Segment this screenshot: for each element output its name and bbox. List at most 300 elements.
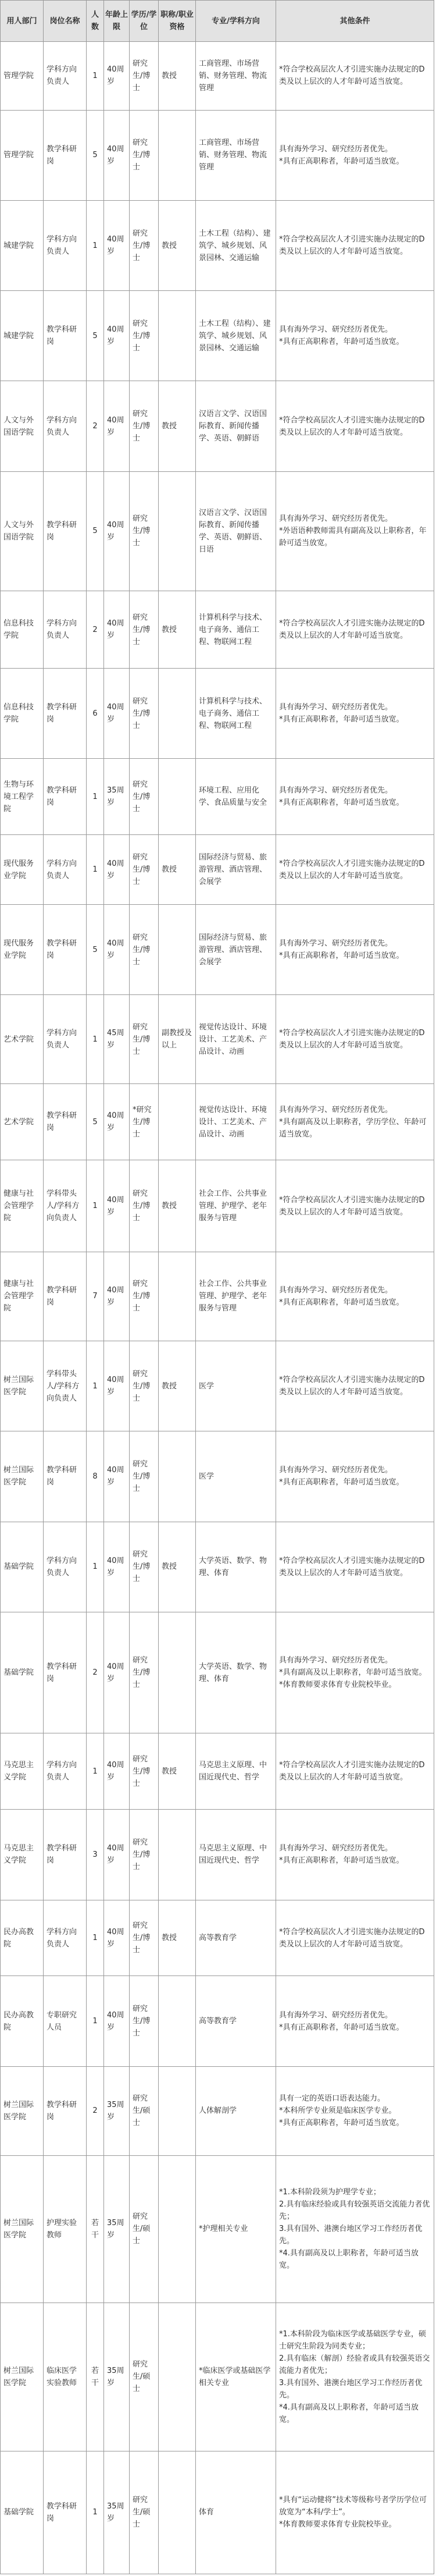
condition-line: *具有“运动健将”技术等级称号者学历学位可放宽为“本科/学士”。 xyxy=(279,2496,427,2517)
other-conditions-cell xyxy=(276,2155,434,2303)
post-cell: 教学科研岗 xyxy=(44,1612,87,1733)
other-conditions-cell xyxy=(276,1612,434,1733)
dept-cell: 马克思主义学院 xyxy=(1,1810,44,1900)
other-conditions-cell xyxy=(276,1522,434,1612)
other-conditions-cell xyxy=(276,1252,434,1341)
post-cell: 教学科研岗 xyxy=(44,471,87,591)
other-conditions-cell xyxy=(276,1900,434,1976)
post-cell: 专职研究人员 xyxy=(44,1976,87,2066)
dept-cell: 人文与外国语学院 xyxy=(1,471,44,591)
other-conditions-cell xyxy=(276,1976,434,2066)
age-cell: 40周岁 xyxy=(104,1160,130,1252)
dept-cell: 城建学院 xyxy=(1,291,44,381)
major-cell: 工商管理、市场营销、财务管理、物流管理 xyxy=(196,110,276,200)
table-row xyxy=(1,1900,434,1976)
num-cell: 1 xyxy=(87,42,104,111)
table-row xyxy=(1,381,434,471)
table-row xyxy=(1,1810,434,1900)
major-cell: 环境工程、应用化学、食品质量与安全 xyxy=(196,759,276,835)
dept-cell: 现代服务业学院 xyxy=(1,905,44,995)
dept-cell: 基础学院 xyxy=(1,1522,44,1612)
condition-line: *具有正高职称者，年龄可适当放宽。 xyxy=(279,2119,404,2128)
condition-line: *符合学校高层次人才引进实施办法规定的D类及以上层次的人才年龄可适当放宽。 xyxy=(279,1761,425,1782)
post-cell: 教学科研岗 xyxy=(44,905,87,995)
edu-cell: 研究生/博士 xyxy=(130,669,159,759)
edu-cell: 研究生/博士 xyxy=(130,1341,159,1431)
edu-cell: 研究生/硕士 xyxy=(130,2155,159,2303)
condition-line: *具有正高职称者，年龄可适当放宽。 xyxy=(279,951,404,961)
table-row xyxy=(1,1252,434,1341)
dept-cell: 现代服务业学院 xyxy=(1,835,44,905)
num-cell: 1 xyxy=(87,835,104,905)
condition-line: *具有正高职称者，年龄可适当放宽。 xyxy=(279,798,404,808)
condition-line: 3.具有国外、港澳台地区学习工作经历者优先。 xyxy=(279,2378,423,2400)
edu-cell: 研究生/博士 xyxy=(130,200,159,290)
edu-cell: 研究生/博士 xyxy=(130,995,159,1084)
other-conditions-cell xyxy=(276,995,434,1084)
table-row xyxy=(1,1341,434,1431)
title-cell xyxy=(159,2066,196,2155)
other-conditions-cell xyxy=(276,2451,434,2574)
major-cell: 人体解剖学 xyxy=(196,2066,276,2155)
condition-line: *符合学校高层次人才引进实施办法规定的D类及以上层次的人才年龄可适当放宽。 xyxy=(279,1029,425,1050)
condition-line: 具有海外学习、研究经历者优先。 xyxy=(279,1285,393,1295)
table-row xyxy=(1,905,434,995)
table-row xyxy=(1,995,434,1084)
condition-line: 具有海外学习、研究经历者优先。 xyxy=(279,786,393,795)
table-body xyxy=(1,42,434,2574)
age-cell: 35周岁 xyxy=(104,2066,130,2155)
edu-cell: 研究生/博士 xyxy=(130,1522,159,1612)
other-conditions-cell xyxy=(276,42,434,111)
post-cell: 学科方向负责人 xyxy=(44,1522,87,1612)
num-cell: 1 xyxy=(87,1900,104,1976)
condition-line: 具有海外学习、研究经历者优先。 xyxy=(279,1844,393,1853)
table-row xyxy=(1,2303,434,2451)
edu-cell: 研究生/博士 xyxy=(130,110,159,200)
header-edu: 学历/学位 xyxy=(130,1,159,42)
table-row xyxy=(1,591,434,668)
post-cell: 教学科研岗 xyxy=(44,291,87,381)
table-row xyxy=(1,1522,434,1612)
other-conditions-cell xyxy=(276,669,434,759)
age-cell: 35周岁 xyxy=(104,759,130,835)
major-cell: 汉语言文学、汉语国际教育、新闻传播学、英语、朝鲜语 xyxy=(196,381,276,471)
post-cell: 教学科研岗 xyxy=(44,1084,87,1160)
other-conditions-cell xyxy=(276,110,434,200)
other-conditions-cell xyxy=(276,381,434,471)
other-conditions-cell xyxy=(276,1160,434,1252)
dept-cell: 树兰国际医学院 xyxy=(1,1341,44,1431)
major-cell: 高等教育学 xyxy=(196,1900,276,1976)
title-cell: 教授 xyxy=(159,1900,196,1976)
condition-line: 具有海外学习、研究经历者优先。 xyxy=(279,2010,393,2020)
age-cell: 40周岁 xyxy=(104,1976,130,2066)
header-major: 专业/学科方向 xyxy=(196,1,276,42)
edu-cell: 研究生/博士 xyxy=(130,291,159,381)
header-dept: 用人部门 xyxy=(1,1,44,42)
num-cell: 1 xyxy=(87,1160,104,1252)
condition-line: 具有海外学习、研究经历者优先。 xyxy=(279,939,393,948)
num-cell: 8 xyxy=(87,1431,104,1522)
condition-line: *体育教师要求体育专业院校毕业。 xyxy=(279,2520,396,2529)
edu-cell: 研究生/硕士 xyxy=(130,2303,159,2451)
title-cell xyxy=(159,291,196,381)
num-cell: 2 xyxy=(87,1612,104,1733)
title-cell xyxy=(159,759,196,835)
title-cell xyxy=(159,1810,196,1900)
other-conditions-cell xyxy=(276,1733,434,1810)
other-conditions-cell xyxy=(276,2066,434,2155)
condition-line: 具有海外学习、研究经历者优先。 xyxy=(279,325,393,335)
dept-cell: 信息科技学院 xyxy=(1,591,44,668)
other-conditions-cell xyxy=(276,2303,434,2451)
title-cell: 教授 xyxy=(159,1160,196,1252)
title-cell xyxy=(159,669,196,759)
edu-cell: 研究生/博士 xyxy=(130,1976,159,2066)
edu-cell: 研究生/博士 xyxy=(130,1900,159,1976)
age-cell: 40周岁 xyxy=(104,1341,130,1431)
age-cell: 40周岁 xyxy=(104,1810,130,1900)
major-cell: 医学 xyxy=(196,1341,276,1431)
age-cell: 40周岁 xyxy=(104,1522,130,1612)
age-cell: 45周岁 xyxy=(104,995,130,1084)
major-cell: 工商管理、市场营销、财务管理、物流管理 xyxy=(196,42,276,111)
title-cell: 教授 xyxy=(159,42,196,111)
condition-line: *1.本科阶段须为护理学专业； xyxy=(279,2188,381,2197)
condition-line: *符合学校高层次人才引进实施办法规定的D类及以上层次的人才年龄可适当放宽。 xyxy=(279,859,425,880)
num-cell: 5 xyxy=(87,471,104,591)
post-cell: 临床医学实验教师 xyxy=(44,2303,87,2451)
edu-cell: 研究生/博士 xyxy=(130,1160,159,1252)
condition-line: *具有正高职称者，年龄可适当放宽。 xyxy=(279,715,404,724)
header-num: 人数 xyxy=(87,1,104,42)
age-cell: 40周岁 xyxy=(104,835,130,905)
condition-line: *符合学校高层次人才引进实施办法规定的D类及以上层次的人才年龄可适当放宽。 xyxy=(279,1927,425,1949)
header-post: 岗位名称 xyxy=(44,1,87,42)
edu-cell: 研究生/博士 xyxy=(130,1810,159,1900)
other-conditions-cell xyxy=(276,471,434,591)
post-cell: 教学科研岗 xyxy=(44,1431,87,1522)
edu-cell: 研究生/博士 xyxy=(130,1733,159,1810)
condition-line: *符合学校高层次人才引进实施办法规定的D类及以上层次的人才年龄可适当放宽。 xyxy=(279,235,425,257)
title-cell xyxy=(159,471,196,591)
age-cell: 35周岁 xyxy=(104,2451,130,2574)
table-row xyxy=(1,1976,434,2066)
condition-line: 具有海外学习、研究经历者优先。 xyxy=(279,514,393,524)
dept-cell: 艺术学院 xyxy=(1,995,44,1084)
post-cell: 学科方向负责人 xyxy=(44,995,87,1084)
condition-line: *具有正高职称者，年龄可适当放宽。 xyxy=(279,1478,404,1487)
condition-line: *具有副高及以上职称者，学历学位、年龄可适当放宽。 xyxy=(279,1117,427,1139)
edu-cell: 研究生/博士 xyxy=(130,381,159,471)
title-cell: 教授 xyxy=(159,1522,196,1612)
condition-line: *符合学校高层次人才引进实施办法规定的D类及以上层次的人才年龄可适当放宽。 xyxy=(279,619,425,641)
condition-line: 3.具有国外、港澳台地区学习工作经历者优先。 xyxy=(279,2225,423,2246)
major-cell: *临床医学或基础医学相关专业 xyxy=(196,2303,276,2451)
num-cell: 1 xyxy=(87,1733,104,1810)
table-row xyxy=(1,42,434,111)
major-cell: 视觉传达设计、环境设计、工艺美术、产品设计、动画 xyxy=(196,1084,276,1160)
num-cell: 2 xyxy=(87,591,104,668)
condition-line: 具有海外学习、研究经历者优先。 xyxy=(279,144,393,154)
edu-cell: 研究生/硕士 xyxy=(130,2451,159,2574)
post-cell: 学科带头人/学科方向负责人 xyxy=(44,1160,87,1252)
dept-cell: 生物与环境工程学院 xyxy=(1,759,44,835)
title-cell: 教授 xyxy=(159,381,196,471)
major-cell: 汉语言文学、汉语国际教育、新闻传播学、英语、朝鲜语、日语 xyxy=(196,471,276,591)
condition-line: *具有正高职称者，年龄可适当放宽。 xyxy=(279,157,404,166)
dept-cell: 树兰国际医学院 xyxy=(1,1431,44,1522)
edu-cell: 研究生/硕士 xyxy=(130,2066,159,2155)
post-cell: 学科方向负责人 xyxy=(44,1733,87,1810)
header-title: 职称/职业资格 xyxy=(159,1,196,42)
num-cell: 3 xyxy=(87,1810,104,1900)
major-cell: 大学英语、数学、物理、体育 xyxy=(196,1612,276,1733)
major-cell: 高等教育学 xyxy=(196,1976,276,2066)
table-row xyxy=(1,835,434,905)
title-cell xyxy=(159,1084,196,1160)
post-cell: 护理实验教师 xyxy=(44,2155,87,2303)
major-cell: 社会工作、公共事业管理、护理学、老年服务与管理 xyxy=(196,1252,276,1341)
dept-cell: 基础学院 xyxy=(1,1612,44,1733)
post-cell: 学科方向负责人 xyxy=(44,381,87,471)
post-cell: 教学科研岗 xyxy=(44,759,87,835)
table-row xyxy=(1,1733,434,1810)
dept-cell: 城建学院 xyxy=(1,200,44,290)
major-cell: 视觉传达设计、环境设计、工艺美术、产品设计、动画 xyxy=(196,995,276,1084)
title-cell: 教授 xyxy=(159,200,196,290)
major-cell: 国际经济与贸易、旅游管理、酒店管理、会展学 xyxy=(196,905,276,995)
title-cell: 副教授及以上 xyxy=(159,995,196,1084)
age-cell: 40周岁 xyxy=(104,1733,130,1810)
num-cell: 若干 xyxy=(87,2155,104,2303)
dept-cell: 健康与社会管理学院 xyxy=(1,1160,44,1252)
dept-cell: 民办高教院 xyxy=(1,1900,44,1976)
dept-cell: 管理学院 xyxy=(1,42,44,111)
age-cell: 40周岁 xyxy=(104,42,130,111)
condition-line: *具有正高职称者，年龄可适当放宽。 xyxy=(279,337,404,347)
age-cell: 35周岁 xyxy=(104,2155,130,2303)
condition-line: *具有副高及以上职称者，年龄可适当放宽。 xyxy=(279,1668,427,1678)
condition-line: *具有正高职称者，年龄可适当放宽。 xyxy=(279,1298,404,1307)
num-cell: 1 xyxy=(87,1976,104,2066)
post-cell: 教学科研岗 xyxy=(44,1810,87,1900)
num-cell: 1 xyxy=(87,1341,104,1431)
condition-line: 具有海外学习、研究经历者优先。 xyxy=(279,1656,393,1665)
header-age: 年龄上限 xyxy=(104,1,130,42)
major-cell: 马克思主义原理、中国近现代史、哲学 xyxy=(196,1810,276,1900)
title-cell xyxy=(159,2303,196,2451)
num-cell: 若干 xyxy=(87,2303,104,2451)
age-cell: 35周岁 xyxy=(104,2303,130,2451)
other-conditions-cell xyxy=(276,1084,434,1160)
condition-line: *符合学校高层次人才引进实施办法规定的D类及以上层次的人才年龄可适当放宽。 xyxy=(279,1376,425,1397)
other-conditions-cell xyxy=(276,1341,434,1431)
age-cell: 40周岁 xyxy=(104,1084,130,1160)
header-other: 其他条件 xyxy=(276,1,434,42)
table-row xyxy=(1,200,434,290)
title-cell xyxy=(159,905,196,995)
age-cell: 40周岁 xyxy=(104,1900,130,1976)
edu-cell: 研究生/博士 xyxy=(130,591,159,668)
title-cell: 教授 xyxy=(159,591,196,668)
table-row xyxy=(1,2451,434,2574)
num-cell: 2 xyxy=(87,2066,104,2155)
num-cell: 7 xyxy=(87,1252,104,1341)
table-header-row xyxy=(1,1,434,42)
post-cell: 学科方向负责人 xyxy=(44,591,87,668)
major-cell: *护理相关专业 xyxy=(196,2155,276,2303)
age-cell: 40周岁 xyxy=(104,291,130,381)
dept-cell: 健康与社会管理学院 xyxy=(1,1252,44,1341)
condition-line: 具有一定的英语口语表达能力。 xyxy=(279,2094,385,2104)
other-conditions-cell xyxy=(276,1431,434,1522)
other-conditions-cell xyxy=(276,759,434,835)
major-cell: 计算机科学与技术、电子商务、通信工程、物联网工程 xyxy=(196,669,276,759)
other-conditions-cell xyxy=(276,1810,434,1900)
dept-cell: 民办高教院 xyxy=(1,1976,44,2066)
num-cell: 1 xyxy=(87,2451,104,2574)
table-row xyxy=(1,110,434,200)
major-cell: 土木工程（结构）、建筑学、城乡规划、风景园林、交通运输 xyxy=(196,200,276,290)
table-row xyxy=(1,759,434,835)
table-row xyxy=(1,1431,434,1522)
condition-line: *符合学校高层次人才引进实施办法规定的D类及以上层次的人才年龄可适当放宽。 xyxy=(279,415,425,437)
condition-line: 具有海外学习、研究经历者优先。 xyxy=(279,1105,393,1114)
major-cell: 社会工作、公共事业管理、护理学、老年服务与管理 xyxy=(196,1160,276,1252)
num-cell: 5 xyxy=(87,1084,104,1160)
post-cell: 学科方向负责人 xyxy=(44,835,87,905)
post-cell: 教学科研岗 xyxy=(44,1252,87,1341)
condition-line: *4.具有副高及以上职称者，年龄可适当放宽。 xyxy=(279,2403,419,2424)
table-row xyxy=(1,471,434,591)
major-cell: 土木工程（结构）、建筑学、城乡规划、风景园林、交通运输 xyxy=(196,291,276,381)
other-conditions-cell xyxy=(276,905,434,995)
age-cell: 40周岁 xyxy=(104,471,130,591)
table-row xyxy=(1,669,434,759)
dept-cell: 树兰国际医学院 xyxy=(1,2303,44,2451)
other-conditions-cell xyxy=(276,835,434,905)
num-cell: 1 xyxy=(87,200,104,290)
title-cell: 教授 xyxy=(159,1341,196,1431)
edu-cell: 研究生/博士 xyxy=(130,905,159,995)
title-cell: 教授 xyxy=(159,835,196,905)
condition-line: *外语语种教师需具有副高及以上职称者，年龄可适当放宽。 xyxy=(279,527,427,548)
dept-cell: 马克思主义学院 xyxy=(1,1733,44,1810)
title-cell xyxy=(159,1431,196,1522)
title-cell xyxy=(159,2155,196,2303)
table-row xyxy=(1,1084,434,1160)
post-cell: 学科方向负责人 xyxy=(44,42,87,111)
post-cell: 学科带头人/学科方向负责人 xyxy=(44,1341,87,1431)
major-cell: 国际经济与贸易、旅游管理、酒店管理、会展学 xyxy=(196,835,276,905)
edu-cell: 研究生/博士 xyxy=(130,835,159,905)
condition-line: *具有正高职称者，年龄可适当放宽。 xyxy=(279,2023,404,2032)
num-cell: 5 xyxy=(87,110,104,200)
num-cell: 5 xyxy=(87,291,104,381)
major-cell: 体育 xyxy=(196,2451,276,2574)
age-cell: 40周岁 xyxy=(104,905,130,995)
age-cell: 40周岁 xyxy=(104,1612,130,1733)
condition-line: *本科所学专业须是临床医学专业。 xyxy=(279,2106,396,2116)
title-cell xyxy=(159,1976,196,2066)
title-cell xyxy=(159,1252,196,1341)
condition-line: *具有正高职称者，年龄可适当放宽。 xyxy=(279,1856,404,1866)
dept-cell: 树兰国际医学院 xyxy=(1,2155,44,2303)
major-cell: 大学英语、数学、物理、体育 xyxy=(196,1522,276,1612)
num-cell: 1 xyxy=(87,1522,104,1612)
dept-cell: 艺术学院 xyxy=(1,1084,44,1160)
age-cell: 40周岁 xyxy=(104,1431,130,1522)
dept-cell: 管理学院 xyxy=(1,110,44,200)
edu-cell: 研究生/博士 xyxy=(130,1252,159,1341)
num-cell: 1 xyxy=(87,995,104,1084)
condition-line: *符合学校高层次人才引进实施办法规定的D类及以上层次的人才年龄可适当放宽。 xyxy=(279,65,425,87)
edu-cell: 研究生/博士 xyxy=(130,1431,159,1522)
table-row xyxy=(1,1612,434,1733)
condition-line: 具有海外学习、研究经历者优先。 xyxy=(279,1466,393,1475)
post-cell: 教学科研岗 xyxy=(44,669,87,759)
post-cell: 教学科研岗 xyxy=(44,2451,87,2574)
age-cell: 40周岁 xyxy=(104,591,130,668)
table-row xyxy=(1,2066,434,2155)
dept-cell: 树兰国际医学院 xyxy=(1,2066,44,2155)
edu-cell: 研究生/博士 xyxy=(130,759,159,835)
condition-line: *1.本科阶段为临床医学或基础医学专业，硕士研究生阶段为同类专业； xyxy=(279,2329,426,2351)
post-cell: 教学科研岗 xyxy=(44,110,87,200)
num-cell: 6 xyxy=(87,669,104,759)
major-cell: 计算机科学与技术、电子商务、通信工程、物联网工程 xyxy=(196,591,276,668)
dept-cell: 信息科技学院 xyxy=(1,669,44,759)
age-cell: 40周岁 xyxy=(104,110,130,200)
other-conditions-cell xyxy=(276,291,434,381)
table-row xyxy=(1,2155,434,2303)
major-cell: 医学 xyxy=(196,1431,276,1522)
age-cell: 40周岁 xyxy=(104,669,130,759)
dept-cell: 人文与外国语学院 xyxy=(1,381,44,471)
num-cell: 1 xyxy=(87,759,104,835)
num-cell: 2 xyxy=(87,381,104,471)
edu-cell: 研究生/博士 xyxy=(130,471,159,591)
major-cell: 马克思主义原理、中国近现代史、哲学 xyxy=(196,1733,276,1810)
other-conditions-cell xyxy=(276,200,434,290)
age-cell: 40周岁 xyxy=(104,1252,130,1341)
title-cell xyxy=(159,2451,196,2574)
edu-cell: 研究生/博士 xyxy=(130,1612,159,1733)
condition-line: *符合学校高层次人才引进实施办法规定的D类及以上层次的人才年龄可适当放宽。 xyxy=(279,1556,425,1577)
title-cell xyxy=(159,1612,196,1733)
table-row xyxy=(1,291,434,381)
title-cell xyxy=(159,110,196,200)
condition-line: 2.具有临床（解剖）经验者或具有较强英语交流能力者优先； xyxy=(279,2354,430,2375)
dept-cell: 基础学院 xyxy=(1,2451,44,2574)
condition-line: 2.具有临床经验或具有较强英语交流能力者优先； xyxy=(279,2200,430,2222)
condition-line: *4.具有副高及以上职称者，年龄可适当放宽。 xyxy=(279,2249,419,2271)
table-row xyxy=(1,1160,434,1252)
condition-line: 具有海外学习、研究经历者优先。 xyxy=(279,703,393,712)
post-cell: 学科方向负责人 xyxy=(44,200,87,290)
condition-line: *符合学校高层次人才引进实施办法规定的D类及以上层次的人才年龄可适当放宽。 xyxy=(279,1195,425,1217)
post-cell: 学科方向负责人 xyxy=(44,1900,87,1976)
post-cell: 教学科研岗 xyxy=(44,2066,87,2155)
title-cell: 教授 xyxy=(159,1733,196,1810)
age-cell: 40周岁 xyxy=(104,381,130,471)
edu-cell: 研究生/博士 xyxy=(130,42,159,111)
num-cell: 5 xyxy=(87,905,104,995)
other-conditions-cell xyxy=(276,591,434,668)
edu-cell: *研究生/博士 xyxy=(130,1084,159,1160)
